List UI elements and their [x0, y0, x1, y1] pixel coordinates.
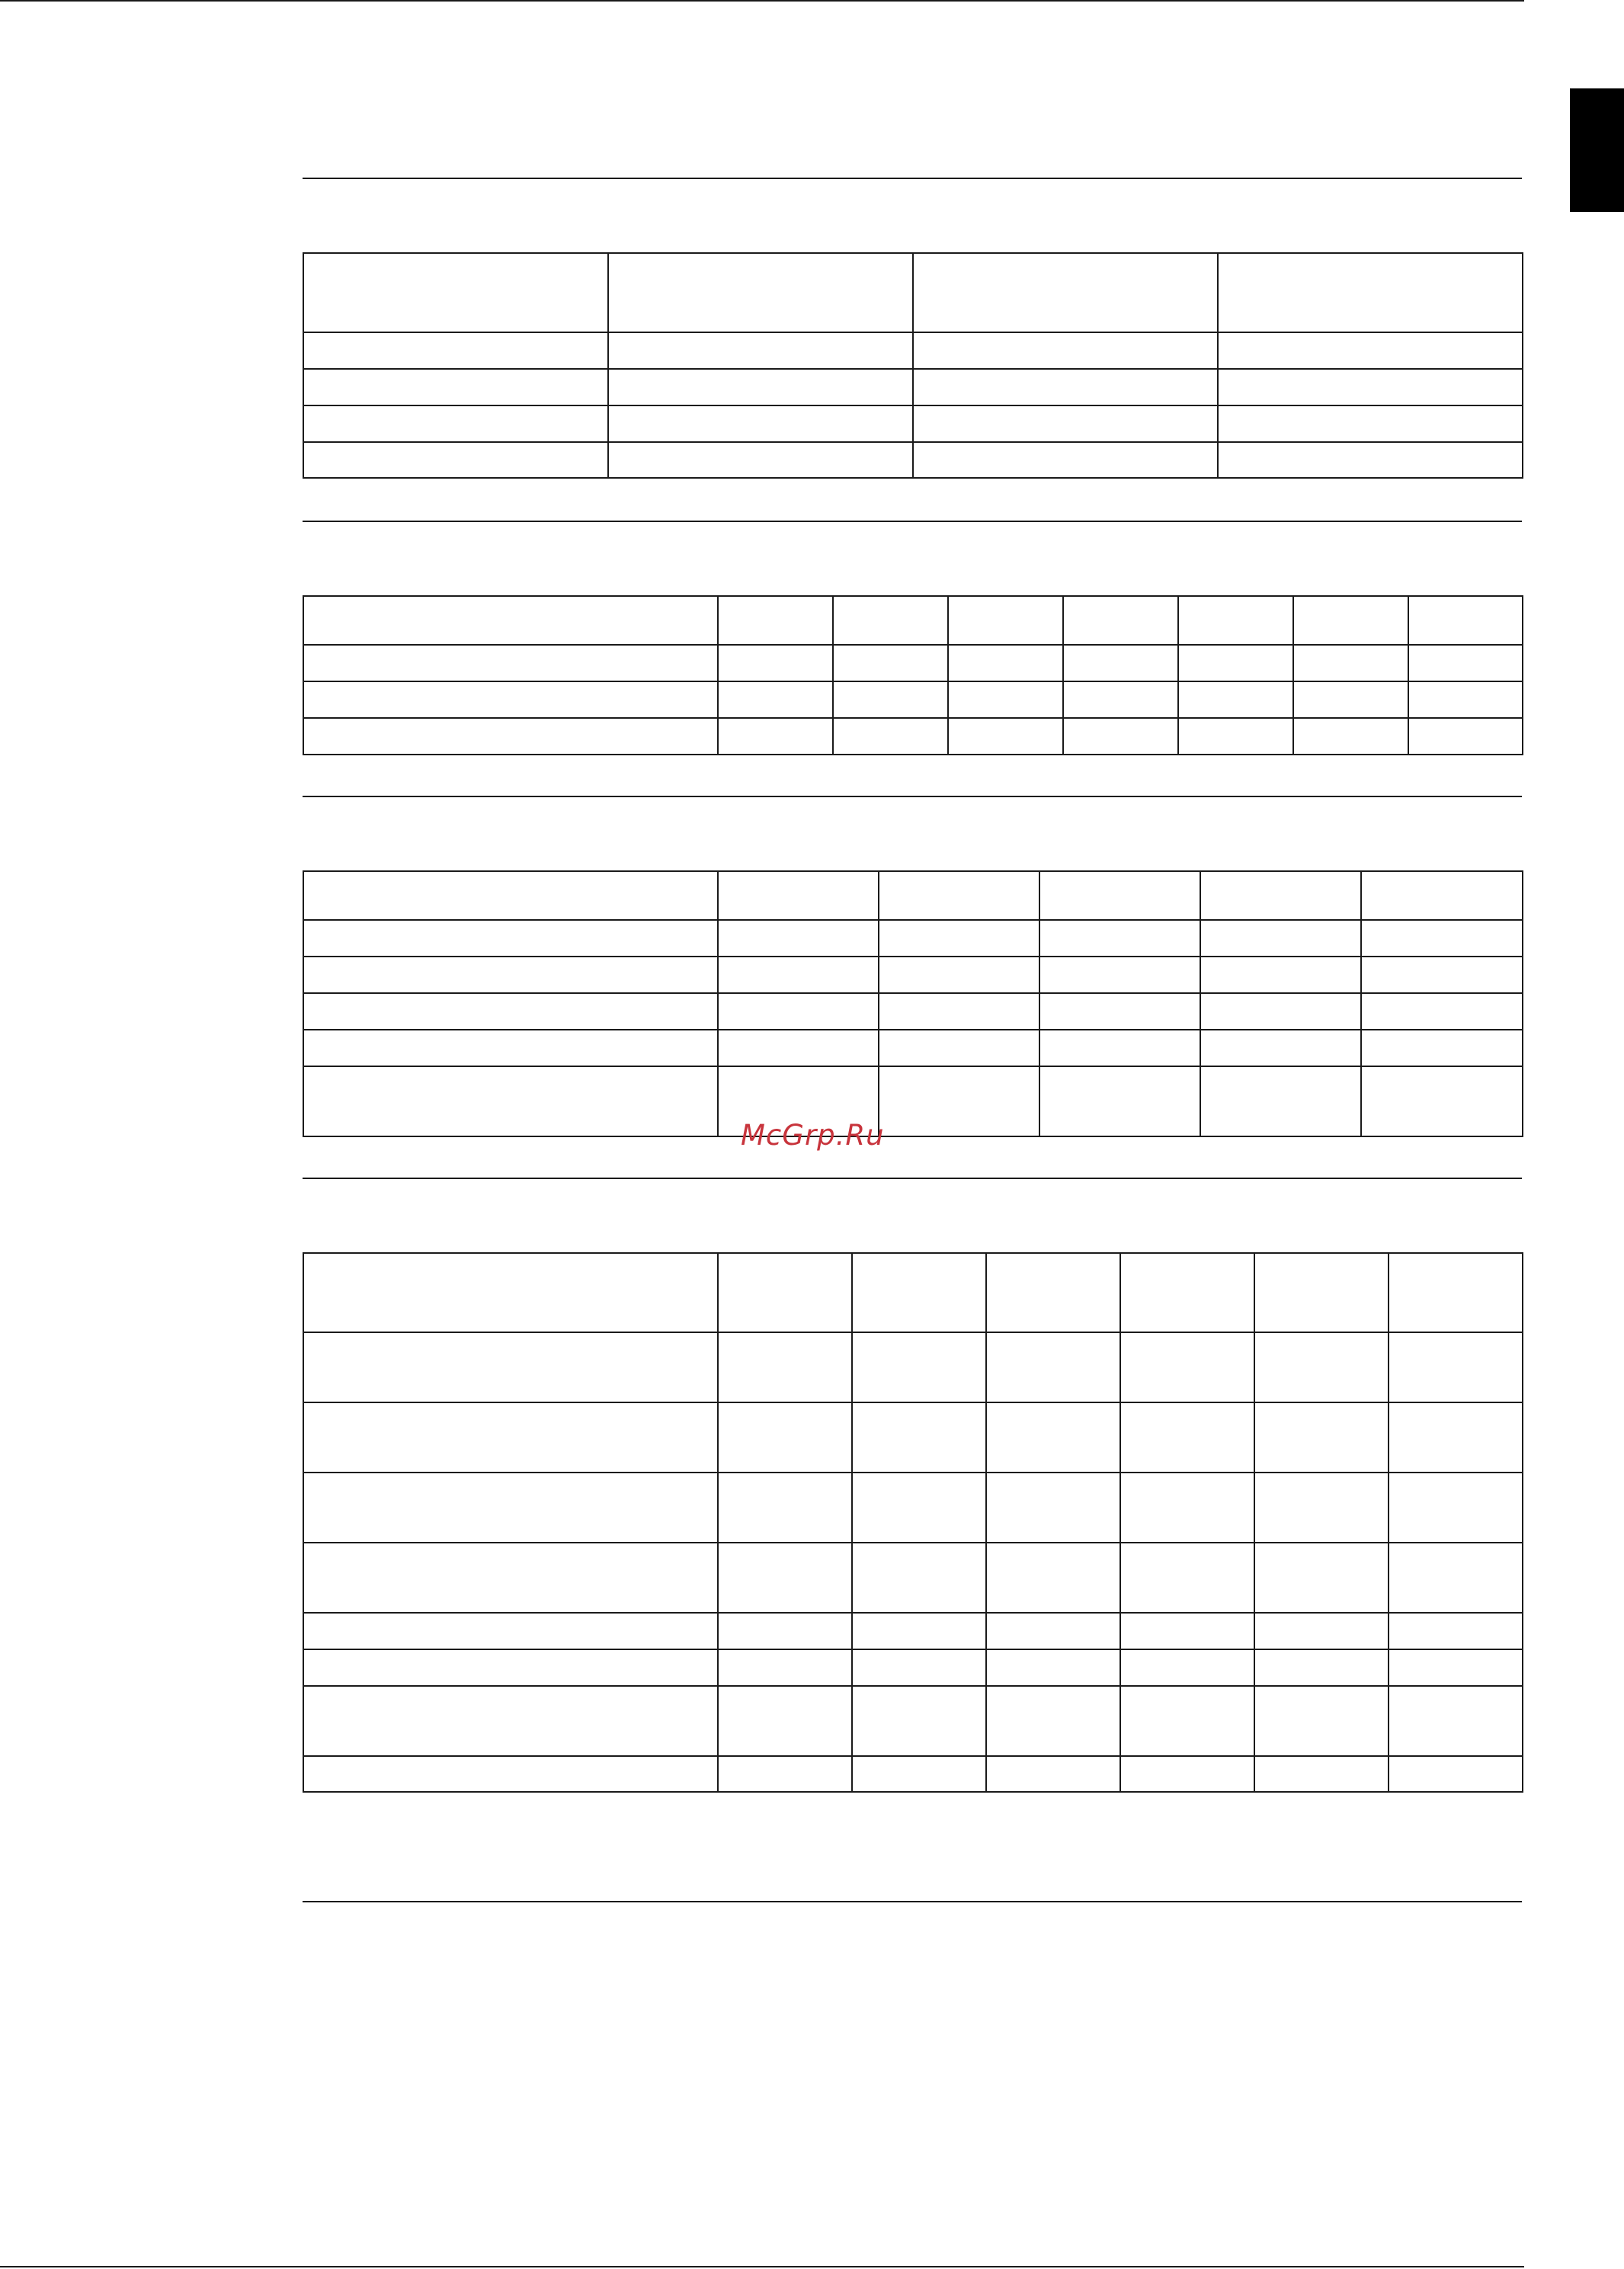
table-row [303, 681, 1523, 718]
table-cell [1254, 1402, 1389, 1473]
table-cell [1218, 332, 1523, 369]
table-cell [879, 957, 1039, 993]
table-cell [303, 1686, 718, 1756]
table-cell [1408, 596, 1523, 645]
table-cell [1120, 1613, 1254, 1649]
table-cell [986, 1253, 1120, 1332]
table-cell [852, 1613, 986, 1649]
table-cell [986, 1543, 1120, 1613]
table-cell [303, 253, 608, 332]
table-cell [718, 1332, 852, 1402]
table-cell [718, 645, 833, 681]
table-cell [1293, 596, 1408, 645]
table-cell [303, 920, 718, 957]
table-row [303, 1649, 1523, 1686]
table-cell [718, 596, 833, 645]
table-cell [1178, 718, 1293, 755]
table-cell [852, 1756, 986, 1792]
table-cell [1120, 1332, 1254, 1402]
table-cell [1039, 993, 1200, 1030]
table-cell [1200, 871, 1361, 920]
table-row [303, 1543, 1523, 1613]
table-cell [303, 1543, 718, 1613]
table-cell [1389, 1649, 1523, 1686]
table-cell [608, 332, 913, 369]
table-cell [1218, 442, 1523, 478]
table-cell [913, 332, 1218, 369]
table-cell [718, 681, 833, 718]
table-cell [986, 1332, 1120, 1402]
table-row [303, 332, 1523, 369]
table-cell [1218, 253, 1523, 332]
table-cell [1120, 1543, 1254, 1613]
table-cell [1218, 369, 1523, 405]
table-cell [303, 1066, 718, 1136]
table-cell [718, 1756, 852, 1792]
table-cell [1361, 993, 1523, 1030]
table-cell [303, 369, 608, 405]
table-cell [1120, 1473, 1254, 1543]
section-rule-4 [303, 1178, 1522, 1179]
table-cell [303, 681, 718, 718]
table-cell [1200, 993, 1361, 1030]
table-cell [718, 1253, 852, 1332]
table-cell [1039, 920, 1200, 957]
table-cell [1389, 1332, 1523, 1402]
table-cell [303, 1402, 718, 1473]
table-row [303, 1613, 1523, 1649]
table-cell [986, 1613, 1120, 1649]
table-cell [1039, 1030, 1200, 1066]
table-cell [1063, 645, 1178, 681]
table-cell [1408, 681, 1523, 718]
table-1 [303, 252, 1523, 479]
table-cell [879, 871, 1039, 920]
table-cell [1120, 1756, 1254, 1792]
table-cell [718, 1613, 852, 1649]
table-cell [986, 1402, 1120, 1473]
table-cell [1254, 1649, 1389, 1686]
table-cell [1254, 1332, 1389, 1402]
table-row [303, 957, 1523, 993]
table-cell [303, 405, 608, 442]
table-cell [1178, 596, 1293, 645]
table-cell [1063, 596, 1178, 645]
table-cell [303, 442, 608, 478]
table-cell [1254, 1756, 1389, 1792]
table-cell [1389, 1756, 1523, 1792]
table-cell [948, 718, 1063, 755]
table-cell [879, 1030, 1039, 1066]
table-row [303, 1756, 1523, 1792]
table-row [303, 871, 1523, 920]
table-cell [913, 369, 1218, 405]
table-2 [303, 595, 1523, 755]
table-cell [852, 1253, 986, 1332]
table-cell [1389, 1253, 1523, 1332]
table-cell [948, 596, 1063, 645]
table-cell [1389, 1686, 1523, 1756]
table-cell [1063, 718, 1178, 755]
table-cell [986, 1473, 1120, 1543]
table-row [303, 1253, 1523, 1332]
table-cell [718, 871, 879, 920]
table-cell [913, 442, 1218, 478]
page-bottom-border [0, 2266, 1524, 2267]
table-cell [1361, 1030, 1523, 1066]
table-cell [1039, 871, 1200, 920]
table-cell [303, 332, 608, 369]
table-row [303, 253, 1523, 332]
table-cell [833, 596, 948, 645]
section-tab-marker [1570, 88, 1624, 212]
table-cell [1120, 1649, 1254, 1686]
table-row [303, 1686, 1523, 1756]
section-rule-5 [303, 1901, 1522, 1902]
table-cell [986, 1649, 1120, 1686]
section-rule-1 [303, 178, 1522, 179]
table-row [303, 718, 1523, 755]
table-cell [718, 1543, 852, 1613]
table-cell [1120, 1686, 1254, 1756]
table-cell [303, 1756, 718, 1792]
table-cell [833, 718, 948, 755]
table-row [303, 369, 1523, 405]
table-cell [1293, 681, 1408, 718]
table-cell [718, 993, 879, 1030]
table-cell [718, 1402, 852, 1473]
table-cell [608, 442, 913, 478]
table-cell [303, 1332, 718, 1402]
table-cell [608, 405, 913, 442]
table-cell [1408, 645, 1523, 681]
table-cell [718, 920, 879, 957]
table-cell [833, 681, 948, 718]
table-cell [1389, 1613, 1523, 1649]
table-cell [852, 1473, 986, 1543]
table-cell [1178, 681, 1293, 718]
table-cell [1361, 920, 1523, 957]
table-cell [718, 718, 833, 755]
watermark: McGrp.Ru [741, 1119, 885, 1152]
table-row [303, 596, 1523, 645]
table-cell [1200, 1066, 1361, 1136]
table-cell [879, 920, 1039, 957]
table-cell [303, 1649, 718, 1686]
table-cell [1293, 645, 1408, 681]
table-row [303, 920, 1523, 957]
table-cell [1218, 405, 1523, 442]
table-cell [833, 645, 948, 681]
section-rule-3 [303, 796, 1522, 797]
table-cell [1389, 1473, 1523, 1543]
table-cell [1389, 1543, 1523, 1613]
table-cell [303, 957, 718, 993]
page-top-border [0, 0, 1524, 2]
table-cell [303, 645, 718, 681]
table-cell [1361, 957, 1523, 993]
table-cell [852, 1686, 986, 1756]
table-cell [1120, 1402, 1254, 1473]
table-cell [1200, 957, 1361, 993]
table-cell [879, 1066, 1039, 1136]
table-row [303, 645, 1523, 681]
table-cell [718, 1473, 852, 1543]
table-cell [1039, 957, 1200, 993]
table-cell [718, 1649, 852, 1686]
table-cell [303, 1030, 718, 1066]
table-cell [1293, 718, 1408, 755]
table-cell [608, 253, 913, 332]
table-3 [303, 870, 1523, 1137]
section-rule-2 [303, 521, 1522, 522]
table-cell [1408, 718, 1523, 755]
table-cell [1389, 1402, 1523, 1473]
table-cell [1200, 920, 1361, 957]
table-4 [303, 1252, 1523, 1793]
table-cell [948, 681, 1063, 718]
table-cell [303, 718, 718, 755]
table-cell [303, 1253, 718, 1332]
table-cell [986, 1756, 1120, 1792]
table-row [303, 1332, 1523, 1402]
table-row [303, 1030, 1523, 1066]
table-cell [303, 871, 718, 920]
table-cell [1063, 681, 1178, 718]
table-cell [852, 1649, 986, 1686]
table-cell [303, 993, 718, 1030]
table-cell [1178, 645, 1293, 681]
table-cell [913, 405, 1218, 442]
table-cell [1039, 1066, 1200, 1136]
table-row [303, 1066, 1523, 1136]
table-cell [1254, 1686, 1389, 1756]
table-cell [852, 1543, 986, 1613]
table-cell [852, 1332, 986, 1402]
table-cell [1254, 1473, 1389, 1543]
table-cell [1361, 871, 1523, 920]
table-cell [1361, 1066, 1523, 1136]
table-row [303, 993, 1523, 1030]
table-cell [718, 1686, 852, 1756]
table-cell [303, 596, 718, 645]
table-cell [879, 993, 1039, 1030]
table-cell [1200, 1030, 1361, 1066]
table-row [303, 1473, 1523, 1543]
table-cell [852, 1402, 986, 1473]
table-cell [718, 957, 879, 993]
table-cell [913, 253, 1218, 332]
table-row [303, 405, 1523, 442]
table-cell [608, 369, 913, 405]
table-cell [1254, 1543, 1389, 1613]
table-cell [1254, 1613, 1389, 1649]
table-cell [303, 1613, 718, 1649]
table-cell [303, 1473, 718, 1543]
table-cell [986, 1686, 1120, 1756]
table-cell [718, 1030, 879, 1066]
table-row [303, 1402, 1523, 1473]
table-cell [948, 645, 1063, 681]
table-cell [1254, 1253, 1389, 1332]
table-cell [1120, 1253, 1254, 1332]
table-row [303, 442, 1523, 478]
